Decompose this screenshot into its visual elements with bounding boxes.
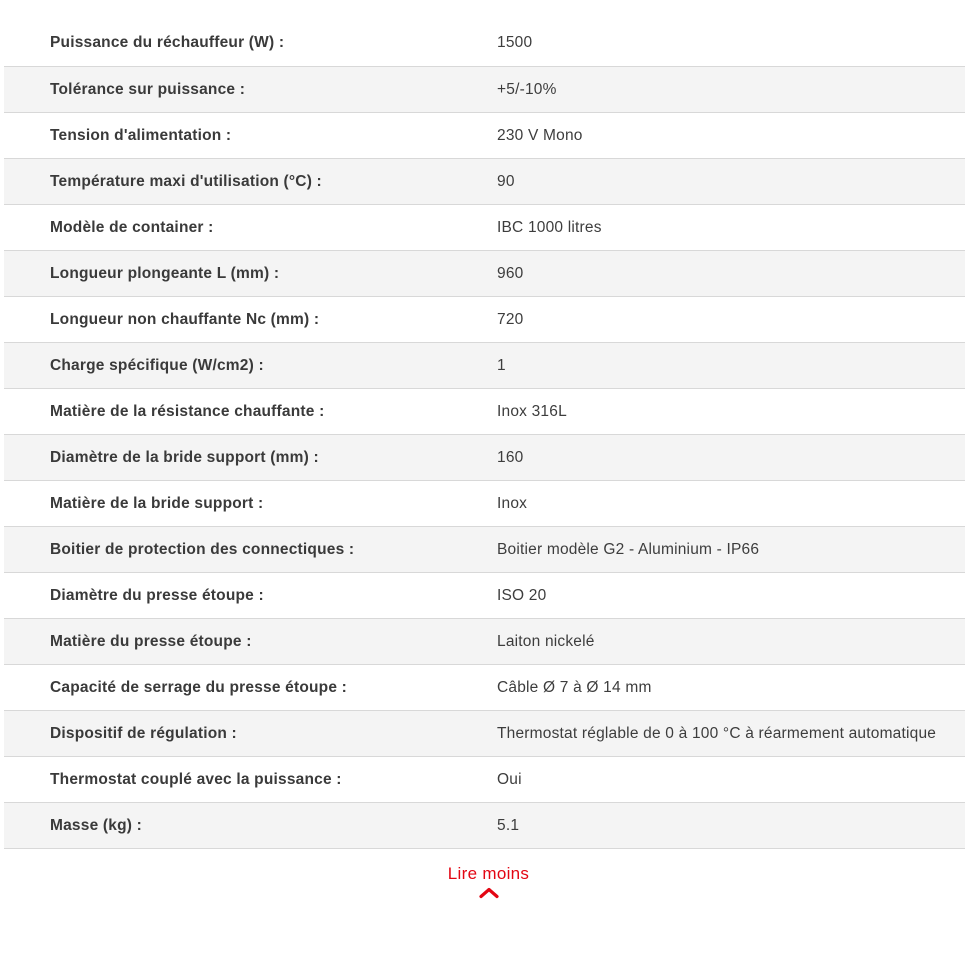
spec-row — [4, 618, 965, 664]
spec-value: Câble Ø 7 à Ø 14 mm — [497, 679, 652, 696]
spec-row — [4, 710, 965, 756]
spec-label: Thermostat couplé avec la puissance : — [50, 771, 342, 788]
spec-label: Charge spécifique (W/cm2) : — [50, 357, 264, 374]
spec-label: Matière de la résistance chauffante : — [50, 403, 325, 420]
read-less-link[interactable]: Lire moins — [447, 864, 530, 883]
spec-row — [4, 112, 965, 158]
spec-label: Modèle de container : — [50, 219, 214, 236]
spec-value: Boitier modèle G2 - Aluminium - IP66 — [497, 541, 760, 558]
spec-label: Diamètre du presse étoupe : — [50, 587, 264, 604]
spec-label: Puissance du réchauffeur (W) : — [50, 34, 285, 51]
spec-label: Matière de la bride support : — [50, 495, 264, 512]
read-less-container — [0, 864, 977, 899]
spec-value: Inox — [497, 495, 528, 512]
spec-row — [4, 158, 965, 204]
spec-label: Boitier de protection des connectiques : — [50, 541, 355, 558]
spec-value: ISO 20 — [497, 587, 547, 604]
spec-row — [4, 802, 965, 849]
spec-label: Longueur non chauffante Nc (mm) : — [50, 311, 320, 328]
spec-label: Longueur plongeante L (mm) : — [50, 265, 280, 282]
spec-label: Tension d'alimentation : — [50, 127, 232, 144]
spec-value: +5/-10% — [497, 81, 557, 98]
spec-value: 1 — [497, 357, 506, 374]
spec-row — [4, 388, 965, 434]
spec-row — [4, 20, 965, 66]
spec-row — [4, 434, 965, 480]
spec-label: Matière du presse étoupe : — [50, 633, 252, 650]
spec-value: 5.1 — [497, 817, 520, 834]
spec-value: 90 — [497, 173, 515, 190]
spec-row — [4, 342, 965, 388]
spec-value: 720 — [497, 311, 524, 328]
spec-table — [4, 20, 965, 849]
spec-value: Laiton nickelé — [497, 633, 595, 650]
spec-row — [4, 756, 965, 802]
spec-value: 1500 — [497, 34, 533, 51]
spec-value: Oui — [497, 771, 522, 788]
spec-value: 160 — [497, 449, 524, 466]
spec-label: Température maxi d'utilisation (°C) : — [50, 173, 322, 190]
spec-row — [4, 66, 965, 112]
spec-label: Tolérance sur puissance : — [50, 81, 246, 98]
spec-row — [4, 526, 965, 572]
spec-value: 960 — [497, 265, 524, 282]
spec-value: 230 V Mono — [497, 127, 583, 144]
spec-label: Masse (kg) : — [50, 817, 142, 834]
chevron-up-icon[interactable] — [478, 887, 500, 899]
spec-row — [4, 250, 965, 296]
spec-label: Dispositif de régulation : — [50, 725, 237, 742]
spec-label: Diamètre de la bride support (mm) : — [50, 449, 319, 466]
spec-value: Inox 316L — [497, 403, 567, 420]
spec-value: IBC 1000 litres — [497, 219, 602, 236]
spec-label: Capacité de serrage du presse étoupe : — [50, 679, 348, 696]
spec-row — [4, 572, 965, 618]
spec-row — [4, 664, 965, 710]
spec-value: Thermostat réglable de 0 à 100 °C à réarmement automatique — [497, 725, 937, 742]
spec-row — [4, 204, 965, 250]
spec-row — [4, 296, 965, 342]
spec-row — [4, 480, 965, 526]
